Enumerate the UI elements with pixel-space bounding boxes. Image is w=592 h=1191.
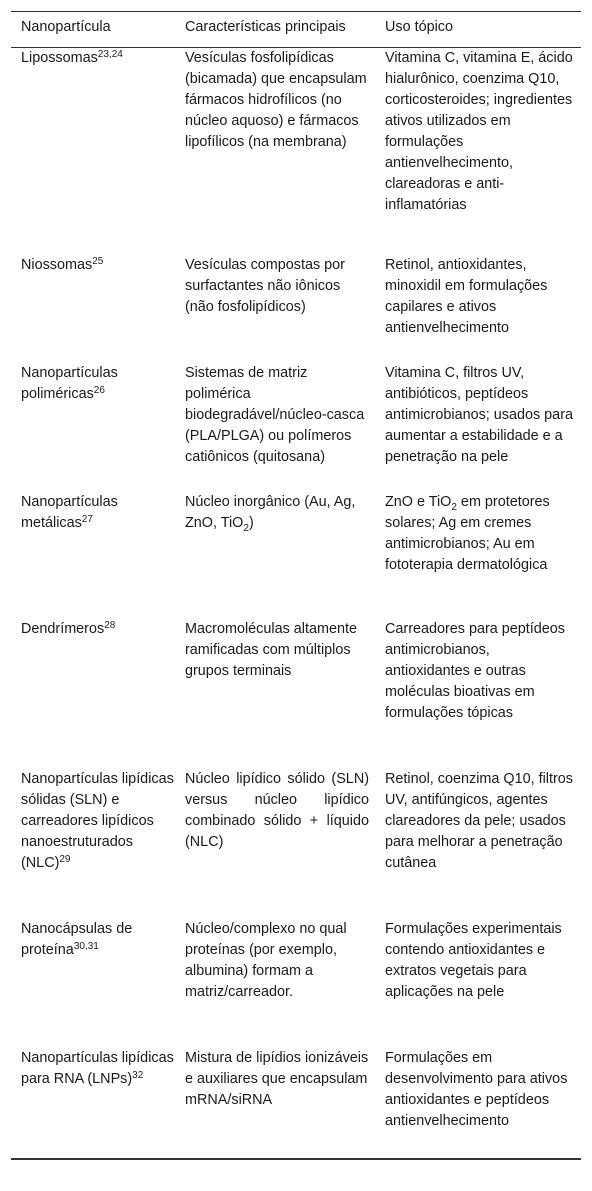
row-name-cell xyxy=(11,769,175,919)
row-topical-use: Formulações experimentais contendo antioxidantes e extratos vegetais para aplicações na pele xyxy=(385,921,562,1000)
row-name: Nanocápsulas de proteína xyxy=(21,921,133,958)
header-topical-use: Uso tópico xyxy=(385,19,453,35)
row-reference: 27 xyxy=(81,514,93,525)
row-name: Nanopartículas metálicas xyxy=(21,494,118,531)
row-name: Dendrímeros xyxy=(21,621,105,637)
row-topical-use: Carreadores para peptídeos antimicrobianos, antioxidantes e outras moléculas bioativas em formulações tópicas xyxy=(385,621,565,721)
row-characteristics: Sistemas de matriz polimérica biodegradável/núcleo-casca (PLA/PLGA) ou polímeros catiônicos (quitosana) xyxy=(185,365,365,465)
row-name-cell xyxy=(11,255,175,363)
row-name: Lipossomas xyxy=(21,50,98,66)
table-row xyxy=(11,919,581,1048)
row-name: Nanopartículas lipídicas sólidas (SLN) e carreadores lipídicos nanoestruturados (NLC) xyxy=(21,771,174,871)
row-topical-use: Formulações em desenvolvimento para ativos antioxidantes e peptídeos antienvelhecimento xyxy=(385,1050,568,1129)
table-row xyxy=(11,769,581,919)
table-row xyxy=(11,48,581,255)
row-name-cell xyxy=(11,919,175,1048)
row-name: Niossomas xyxy=(21,257,93,273)
row-reference: 25 xyxy=(92,256,104,267)
table-row xyxy=(11,255,581,363)
table-row xyxy=(11,363,581,492)
header-nanoparticle: Nanopartícula xyxy=(21,19,111,35)
row-characteristics: Mistura de lipídios ionizáveis e auxiliares que encapsulam mRNA/siRNA xyxy=(185,1050,369,1108)
row-characteristics: Vesículas compostas por surfactantes não iônicos (não fosfolipídicos) xyxy=(185,257,345,315)
row-name-cell xyxy=(11,48,175,255)
row-name-cell xyxy=(11,1048,175,1158)
row-topical-use: ZnO e TiO$_2$ em protetores solares; Ag em cremes antimicrobianos; Au em fototerapia dermatológica xyxy=(385,494,550,573)
table-row xyxy=(11,619,581,769)
row-name-cell xyxy=(11,619,175,769)
row-topical-use: Retinol, antioxidantes, minoxidil em formulações capilares e ativos antienvelhecimento xyxy=(385,257,548,336)
table-row xyxy=(11,1048,581,1158)
row-reference: 29 xyxy=(59,854,71,865)
row-topical-use: Vitamina C, vitamina E, ácido hialurônico, coenzima Q10, corticosteroides; ingredientes ativos utilizados em formulações antienvelhecimento, clareadoras e anti-inflamatórias xyxy=(385,50,573,213)
nanoparticle-table xyxy=(11,11,581,1160)
table-row xyxy=(11,492,581,619)
row-reference: 28 xyxy=(104,620,116,631)
header-characteristics: Características principais xyxy=(185,19,346,35)
row-name: Nanopartículas lipídicas para RNA (LNPs) xyxy=(21,1050,174,1087)
row-reference: 32 xyxy=(132,1070,144,1081)
row-topical-use: Retinol, coenzima Q10, filtros UV, antifúngicos, agentes clareadores da pele; usados para melhorar a penetração cutânea xyxy=(385,771,573,871)
row-characteristics: Núcleo inorgânico (Au, Ag, ZnO, TiO$_2$) xyxy=(185,494,356,534)
table-header-row xyxy=(11,12,581,47)
row-name-cell xyxy=(11,492,175,619)
row-characteristics: Macromoléculas altamente ramificadas com múltiplos grupos terminais xyxy=(185,621,357,679)
row-characteristics: Núcleo lipídico sólido (SLN) versus núcleo lipídico combinado sólido + líquido (NLC) xyxy=(185,771,369,850)
row-characteristics: Vesículas fosfolipídicas (bicamada) que encapsulam fármacos hidrofílicos (no núcleo aquoso) e fármacos lipofílicos (na membrana) xyxy=(185,50,367,150)
row-topical-use: Vitamina C, filtros UV, antibióticos, peptídeos antimicrobianos; usados para aumentar a estabilidade e a penetração na pele xyxy=(385,365,573,465)
row-reference: 26 xyxy=(93,385,105,396)
table-bottom-rule xyxy=(11,1158,581,1160)
row-name-cell xyxy=(11,363,175,492)
row-characteristics: Núcleo/complexo no qual proteínas (por exemplo, albumina) formam a matriz/carreador. xyxy=(185,921,347,1000)
row-name: Nanopartículas poliméricas xyxy=(21,365,118,402)
row-reference: 30,31 xyxy=(73,941,99,952)
row-reference: 23,24 xyxy=(97,49,123,60)
